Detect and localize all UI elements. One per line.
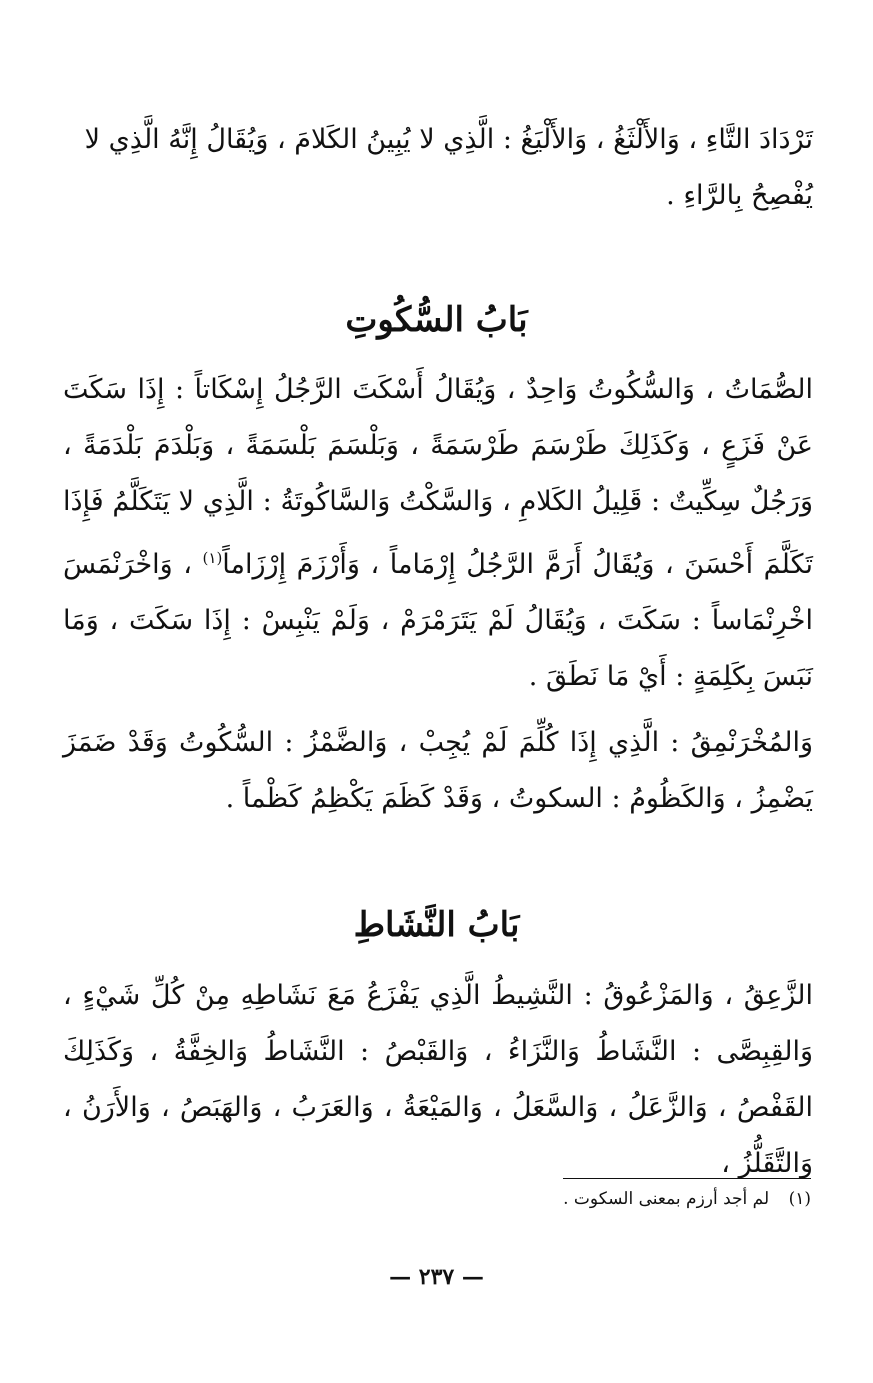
section-silence-paragraph-2: وَالمُخْرَنْمِقُ : الَّذِي إِذَا كُلِّمَ لَمْ يُجِبْ ، وَالضَّمْزُ : السُّكُوتُ وَقَدْ ضَمَزَ يَضْمِزُ ، وَالكَظُومُ : السكوتُ ، وَقَدْ كَظَمَ يَكْظِمُ كَظْماً . xyxy=(63,727,813,814)
paragraph-text: الصُّمَاتُ ، وَالسُّكُوتُ وَاحِدٌ ، وَيُقَالُ أَسْكَتَ الرَّجُلُ إِسْكَاتاً : إِذَا سَكَتَ عَنْ فَزَعٍ ، وَكَذَلِكَ طَرْسَمَ طَرْسَمَةً ، وَبَلْسَمَ بَلْسَمَةً ، وَبَلْدَمَ بَلْدَمَةً ، وَرَجُلٌ سِكِّيتٌ : قَلِيلُ الكَلامِ ، وَالسَّكْتُ وَالسَّاكُوتَةُ : الَّذِي لا يَتَكَلَّمُ فَإِذَا تَكَلَّمَ أَحْسَنَ ، وَيُقَالُ أَرَمَّ الرَّجُلُ إِرْمَاماً ، وَأَرْزَمَ إِرْزَاماً xyxy=(63,374,813,580)
intro-line-1: تَرْدَادَ التَّاءِ ، وَالأَلْثَغُ ، وَالأَلْيَغُ : الَّذِي لا يُبِينُ الكَلامَ ، وَيُقَالُ إِنَّهُ الَّذِي لا xyxy=(84,124,813,155)
section-silence-body xyxy=(63,362,813,827)
footnote-divider xyxy=(563,1178,811,1179)
intro-text xyxy=(63,112,813,224)
section-title-silence: بَابُ السُّكُوتِ xyxy=(345,300,528,340)
page-number: — ٢٣٧ — xyxy=(389,1264,484,1290)
footnote-reference: (١) xyxy=(202,549,223,567)
section-title-activity: بَابُ النَّشَاطِ xyxy=(353,905,520,945)
section-activity-paragraph-1: الزَّعِقُ ، وَالمَزْعُوقُ : النَّشِيطُ الَّذِي يَفْزَعُ مَعَ نَشَاطِهِ مِنْ كُلِّ شَيْءٍ ، وَالقِبِصَّى : النَّشَاطُ وَالنَّزَاءُ ، وَالقَبْصُ : النَّشَاطُ وَالخِفَّةُ ، وَكَذَلِكَ القَفْصُ ، وَالزَّعَلُ ، وَالسَّعَلُ ، وَالمَيْعَةُ ، وَالعَرَبُ ، وَالهَبَصُ ، وَالأَرَنُ ، وَالتَّقَلُّزُ ، xyxy=(63,980,813,1179)
intro-line-2: يُفْصِحُ بِالرَّاءِ . xyxy=(666,180,813,211)
footnote-text: لم أجد أرزم بمعنى السكوت . xyxy=(563,1189,770,1209)
section-activity-body xyxy=(63,968,813,1192)
section-silence-paragraph-1 xyxy=(63,362,813,705)
paragraph-text-continued: ، وَاخْرَنْمَسَ اخْرِنْمَاساً : سَكَتَ ، وَيُقَالُ لَمْ يَتَرَمْرَمْ ، وَلَمْ يَنْبِسْ : إِذَا سَكَتَ ، وَمَا نَبَسَ بِكَلِمَةٍ : أَيْ مَا نَطَقَ . xyxy=(63,549,813,692)
footnote-mark: (١) xyxy=(788,1189,811,1209)
footnote xyxy=(311,1184,811,1214)
